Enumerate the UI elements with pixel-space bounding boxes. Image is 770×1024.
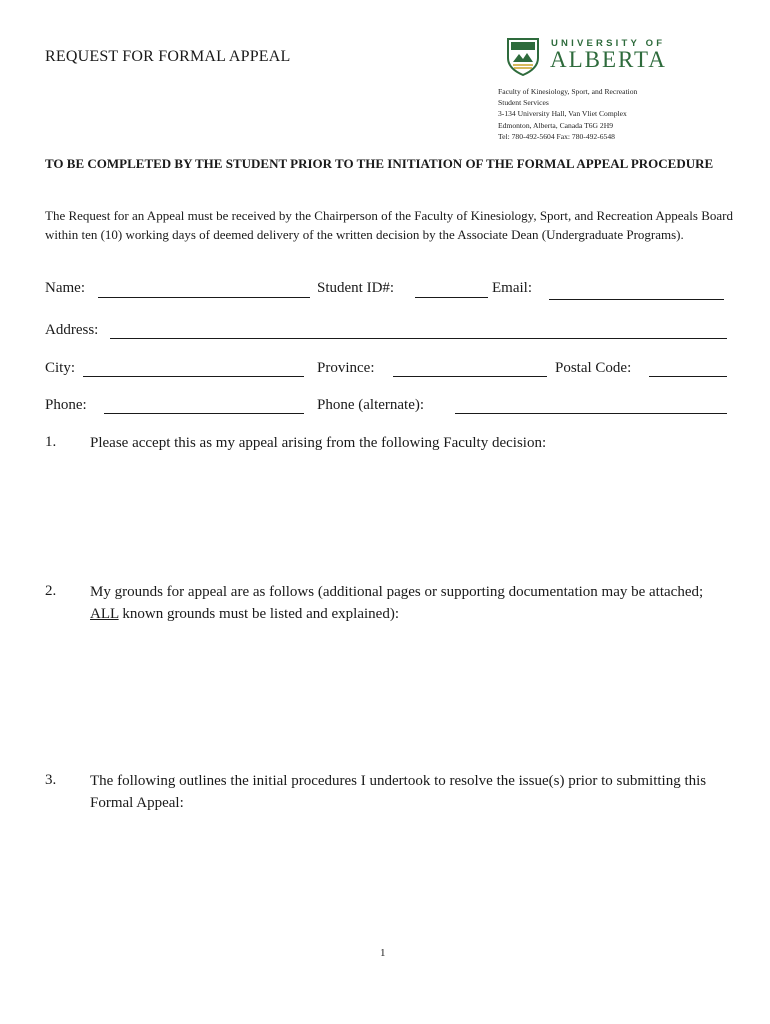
question-3-text: The following outlines the initial procedures I undertook to resolve the issue(s) prior to submitting this Formal Appeal: (90, 773, 707, 811)
phone-alt-label: Phone (alternate): (317, 397, 425, 413)
question-3-answer-area[interactable] (90, 825, 727, 935)
postal-code-label: Postal Code: (555, 360, 632, 376)
city-label: City: (45, 360, 76, 376)
logo-top-text: UNIVERSITY OF (551, 38, 666, 49)
address-line: Edmonton, Alberta, Canada T6G 2H9 (498, 120, 614, 130)
logo-main-text: ALBERTA (550, 47, 667, 72)
page-number: 1 (380, 947, 386, 959)
phone-alt-field[interactable] (455, 413, 727, 414)
address-field[interactable] (110, 338, 727, 339)
address-label: Address: (45, 322, 99, 338)
phone-field[interactable] (104, 413, 304, 414)
province-label: Province: (317, 360, 375, 376)
student-id-label: Student ID#: (317, 280, 395, 296)
question-2-text-start: My grounds for appeal are as follows (additional pages or supporting documentation may be attached; (90, 584, 704, 600)
question-2-text (90, 581, 730, 625)
student-id-field[interactable] (415, 297, 488, 298)
province-field[interactable] (393, 376, 547, 377)
name-label: Name: (45, 280, 85, 296)
question-2-text-end: known grounds must be listed and explained): (118, 606, 399, 622)
question-2-underlined: ALL (90, 606, 119, 622)
question-number: 3. (45, 772, 57, 788)
address-line: Student Services (498, 98, 549, 108)
city-field[interactable] (83, 376, 304, 377)
university-logo (505, 34, 680, 78)
question-number: 2. (45, 583, 57, 599)
instructions-intro: The Request for an Appeal must be received by the Chairperson of the Faculty of Kinesiology, Sport, and Recreation Appeals Board within ten (10) working days of deemed delivery of the written decision by the Associate Dean (Undergraduate Programs). (45, 208, 733, 242)
phone-label: Phone: (45, 397, 87, 413)
form-title: REQUEST FOR FORMAL APPEAL (45, 48, 291, 65)
question-1-answer-area[interactable] (90, 462, 727, 562)
email-field[interactable] (549, 299, 724, 300)
university-crest-icon (505, 36, 541, 76)
address-line: 3-134 University Hall, Van Vliet Complex (498, 109, 627, 119)
name-field[interactable] (98, 297, 310, 298)
question-2-answer-area[interactable] (90, 635, 727, 755)
address-line: Faculty of Kinesiology, Sport, and Recreation (498, 87, 638, 96)
faculty-address (498, 86, 637, 142)
question-number: 1. (45, 434, 57, 450)
question-1-text: Please accept this as my appeal arising from the following Faculty decision: (90, 435, 547, 451)
email-label: Email: (492, 280, 532, 296)
instructions-heading: TO BE COMPLETED BY THE STUDENT PRIOR TO THE INITIATION OF THE FORMAL APPEAL PROCEDURE (45, 156, 714, 171)
postal-code-field[interactable] (649, 376, 727, 377)
address-line: Tel: 780-492-5604 Fax: 780-492-6548 (498, 131, 615, 141)
